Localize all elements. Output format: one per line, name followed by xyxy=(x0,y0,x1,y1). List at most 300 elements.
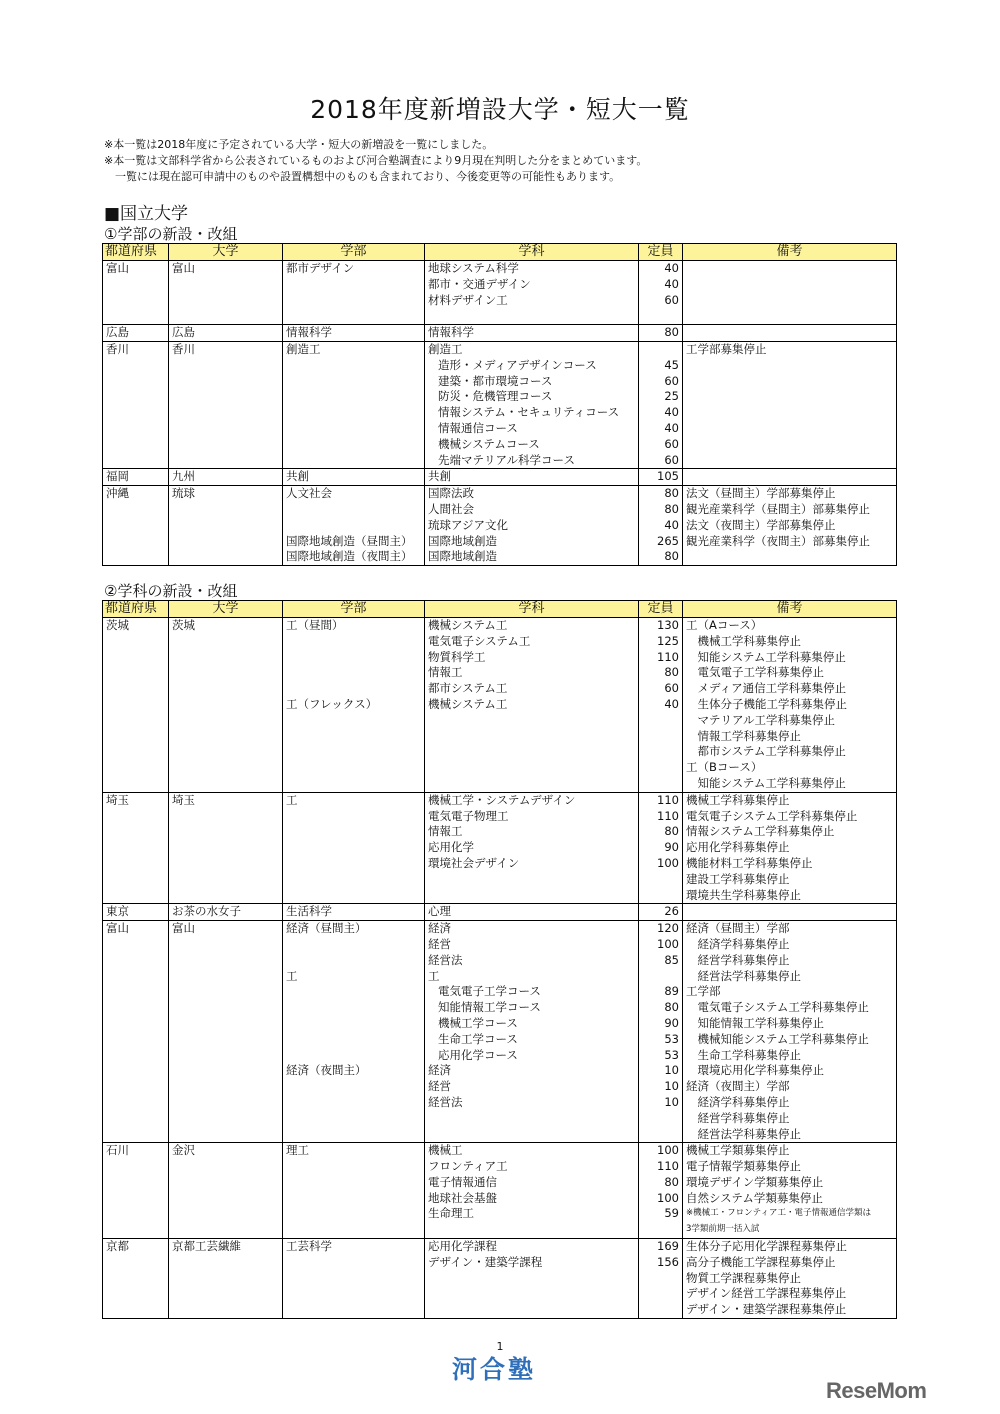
cell-line: 都市システム工 xyxy=(428,681,508,696)
cell-line: 25 xyxy=(664,389,679,404)
cell-line xyxy=(286,389,421,405)
cell-line: 情報科学 xyxy=(286,325,332,340)
cell-line: 85 xyxy=(664,952,679,967)
cell-line: 3学類前期一括入試 xyxy=(686,1224,760,1235)
cell-line xyxy=(686,421,893,437)
cell-line xyxy=(286,888,421,904)
cell-line: 経済学科募集停止 xyxy=(686,1094,790,1109)
cell-text: 沖縄 xyxy=(106,486,129,501)
cell-line xyxy=(642,308,679,324)
cell-line: 防災・危機管理コース xyxy=(438,389,553,404)
table-row xyxy=(103,325,897,342)
cell-line: 工芸科学 xyxy=(286,1239,332,1254)
cell-line xyxy=(642,872,679,888)
cell-line xyxy=(686,325,893,341)
cell-line: 40 xyxy=(664,276,679,291)
cell-line xyxy=(642,713,679,729)
cell-text: 富山 xyxy=(172,921,195,936)
cell-line: 自然システム学類募集停止 xyxy=(686,1190,823,1205)
cell-line xyxy=(286,453,421,469)
cell-line xyxy=(428,1127,635,1143)
cell-line: 工（昼間） xyxy=(286,618,344,632)
cell-line xyxy=(286,729,421,745)
cell-line: 創造工 xyxy=(428,341,463,356)
col-header-notes: 備考 xyxy=(683,601,897,618)
dept-cell xyxy=(425,261,639,325)
notes-cell xyxy=(683,618,897,793)
table-row xyxy=(103,486,897,566)
cell-line: 国際法政 xyxy=(428,486,474,501)
cell-line: 60 xyxy=(664,436,679,451)
cell-line: 生体分子機能工学科募集停止 xyxy=(686,696,847,711)
cell-line: 40 xyxy=(664,261,679,275)
cell-line xyxy=(686,374,893,390)
cell-line xyxy=(286,502,421,518)
cell-line xyxy=(286,681,421,697)
page-number: 1 xyxy=(496,1340,504,1353)
notes-cell xyxy=(683,1143,897,1239)
dept-cell xyxy=(425,618,639,793)
pref-cell xyxy=(103,469,169,486)
dept-cell xyxy=(425,469,639,486)
cell-line xyxy=(428,744,635,760)
cell-line: フロンティア工 xyxy=(428,1159,508,1174)
capacity-cell xyxy=(639,921,683,1143)
cell-line: 応用化学課程 xyxy=(428,1239,497,1254)
cell-line: 電気電子工学コース xyxy=(438,984,541,999)
capacity-cell xyxy=(639,469,683,486)
faculty-cell xyxy=(283,1143,425,1239)
cell-line: デザイン・建築学課程 xyxy=(428,1254,543,1269)
cell-line: 都市・交通デザイン xyxy=(428,276,531,291)
cell-line: 情報システム工学科募集停止 xyxy=(686,824,835,839)
cell-text: 香川 xyxy=(172,341,195,356)
cell-line: 40 xyxy=(664,517,679,532)
cell-text: 香川 xyxy=(106,341,129,356)
cell-line xyxy=(286,760,421,776)
table-header-row xyxy=(103,244,897,261)
cell-line: 100 xyxy=(657,1143,679,1158)
cell-line: 生命工学科募集停止 xyxy=(686,1047,801,1062)
cell-line: 機能材料工学科募集停止 xyxy=(686,855,813,870)
cell-line: 経済（夜間主）学部 xyxy=(686,1079,790,1094)
cell-line: 80 xyxy=(664,665,679,680)
capacity-cell xyxy=(639,904,683,921)
cell-line: 10 xyxy=(664,1063,679,1078)
cell-line: 80 xyxy=(664,486,679,501)
cell-line: マテリアル工学科募集停止 xyxy=(686,712,836,727)
cell-line: 110 xyxy=(657,808,679,823)
cell-line: 電気電子システム工学科募集停止 xyxy=(686,808,858,823)
pref-cell xyxy=(103,341,169,468)
cell-line: 80 xyxy=(664,549,679,564)
univ-cell xyxy=(169,618,283,793)
cell-line xyxy=(642,1222,679,1238)
cell-line: 125 xyxy=(657,633,679,648)
pref-cell xyxy=(103,261,169,325)
cell-line: 観光産業科学（昼間主）部募集停止 xyxy=(686,501,870,516)
col-header-pref: 都道府県 xyxy=(103,244,169,261)
faculty-cell xyxy=(283,618,425,793)
cell-line: デザイン経営工学課程募集停止 xyxy=(686,1286,847,1301)
cell-line xyxy=(642,1127,679,1143)
table-row xyxy=(103,1239,897,1319)
univ-cell xyxy=(169,261,283,325)
cell-line: 工（Aコース） xyxy=(686,618,763,632)
faculty-cell xyxy=(283,792,425,904)
cell-line: 生体分子応用化学課程募集停止 xyxy=(686,1239,847,1254)
cell-line xyxy=(686,308,893,324)
cell-line: 物質工学課程募集停止 xyxy=(686,1270,801,1285)
dept-cell xyxy=(425,904,639,921)
cell-line xyxy=(686,453,893,469)
table-header-row xyxy=(103,601,897,618)
faculty-cell xyxy=(283,904,425,921)
table-body xyxy=(103,261,897,566)
cell-line xyxy=(286,713,421,729)
cell-line: 電気電子工学科募集停止 xyxy=(686,665,824,680)
cell-line: 観光産業科学（夜間主）部募集停止 xyxy=(686,533,870,548)
cell-line: 機械工 xyxy=(428,1143,463,1158)
cell-line xyxy=(286,518,421,534)
col-header-notes: 備考 xyxy=(683,244,897,261)
cell-line: 100 xyxy=(657,936,679,951)
cell-line xyxy=(428,308,635,324)
cell-line xyxy=(286,1079,421,1095)
cell-line xyxy=(642,969,679,985)
col-header-faculty: 学部 xyxy=(283,244,425,261)
cell-line xyxy=(286,277,421,293)
cell-line xyxy=(286,937,421,953)
cell-line: 情報システム・セキュリティコース xyxy=(438,405,620,420)
cell-line: 80 xyxy=(664,1000,679,1015)
cell-line: 110 xyxy=(657,792,679,807)
cell-line xyxy=(286,1302,421,1318)
cell-line: 130 xyxy=(657,618,679,632)
cell-line: 工（Bコース） xyxy=(686,760,763,775)
univ-cell xyxy=(169,792,283,904)
notes xyxy=(104,137,647,185)
cell-text: 富山 xyxy=(106,261,129,275)
cell-line xyxy=(686,904,893,920)
table-body xyxy=(103,618,897,1319)
cell-line: 機械工学・システムデザイン xyxy=(428,792,576,807)
cell-line: 169 xyxy=(657,1239,679,1254)
cell-line xyxy=(642,1286,679,1302)
cell-line: 材料デザイン工 xyxy=(428,292,508,307)
cell-line: 265 xyxy=(657,533,679,548)
cell-line: 電気電子システム工学科募集停止 xyxy=(686,1000,869,1015)
cell-line: 100 xyxy=(657,855,679,870)
dept-cell xyxy=(425,486,639,566)
cell-line: 経営 xyxy=(428,936,451,951)
cell-line: 40 xyxy=(664,420,679,435)
table2-heading: ②学科の新設・改組 xyxy=(104,582,238,600)
cell-line xyxy=(642,776,679,792)
cell-line: 国際地域創造 xyxy=(428,549,497,564)
cell-text: お茶の水女子 xyxy=(172,904,241,919)
cell-line xyxy=(642,342,679,358)
cell-text: 金沢 xyxy=(172,1143,195,1158)
cell-line xyxy=(286,1127,421,1143)
cell-line: 90 xyxy=(664,840,679,855)
cell-line: 経済（夜間主） xyxy=(286,1063,367,1078)
cell-line: 経済（昼間主） xyxy=(286,921,367,936)
cell-line xyxy=(428,872,635,888)
univ-cell xyxy=(169,469,283,486)
cell-line xyxy=(286,358,421,374)
cell-line: 国際地域創造 xyxy=(428,533,497,548)
kawaijuku-logo: 河合塾 xyxy=(452,1355,537,1384)
cell-line: 応用化学コース xyxy=(438,1047,518,1062)
cell-line xyxy=(642,1302,679,1318)
cell-line: 60 xyxy=(664,681,679,696)
cell-line xyxy=(428,1286,635,1302)
cell-line: 工学部 xyxy=(686,984,721,999)
cell-text: 広島 xyxy=(172,325,195,340)
cell-line: 造形・メディアデザインコース xyxy=(438,357,597,372)
pref-cell xyxy=(103,1143,169,1239)
cell-line xyxy=(286,824,421,840)
cell-line: 情報工 xyxy=(428,824,463,839)
faculty-cell xyxy=(283,469,425,486)
notes-cell xyxy=(683,261,897,325)
cell-line: ※機械工・フロンティア工・電子情報通信学類は xyxy=(686,1208,871,1219)
cell-line: 経済 xyxy=(428,921,451,936)
department-table xyxy=(102,600,897,1319)
cell-line: 機械システム工 xyxy=(428,618,508,632)
dept-cell xyxy=(425,921,639,1143)
cell-line xyxy=(286,421,421,437)
cell-line: 機械工学コース xyxy=(438,1015,518,1030)
pref-cell xyxy=(103,792,169,904)
cell-line: 機械知能システム工学科募集停止 xyxy=(686,1031,869,1046)
cell-line xyxy=(286,1222,421,1238)
cell-line: 琉球アジア文化 xyxy=(428,517,509,532)
cell-line xyxy=(428,713,635,729)
cell-line xyxy=(686,405,893,421)
cell-line xyxy=(686,358,893,374)
cell-line: 40 xyxy=(664,696,679,711)
pref-cell xyxy=(103,1239,169,1319)
cell-line: 知能情報工学コース xyxy=(438,1000,541,1015)
note-line: 一覧には現在認可申請中のものや設置構想中のものも含まれており、今後変更等の可能性もあります。 xyxy=(104,170,621,183)
cell-line xyxy=(428,1111,635,1127)
cell-line: 建設工学科募集停止 xyxy=(686,871,790,886)
cell-text: 埼玉 xyxy=(172,792,195,807)
univ-cell xyxy=(169,1143,283,1239)
cell-line: 10 xyxy=(664,1079,679,1094)
cell-text: 福岡 xyxy=(106,469,129,484)
pref-cell xyxy=(103,921,169,1143)
table-row xyxy=(103,261,897,325)
cell-line: 経済（昼間主）学部 xyxy=(686,921,790,936)
dept-cell xyxy=(425,1143,639,1239)
cell-line xyxy=(286,308,421,324)
pref-cell xyxy=(103,904,169,921)
pref-cell xyxy=(103,486,169,566)
cell-line xyxy=(642,760,679,776)
cell-text: 茨城 xyxy=(172,618,195,632)
cell-line: 法文（夜間主）学部募集停止 xyxy=(686,517,836,532)
cell-line: 53 xyxy=(664,1031,679,1046)
cell-line: 80 xyxy=(664,501,679,516)
notes-cell xyxy=(683,486,897,566)
cell-line xyxy=(428,1271,635,1287)
cell-line xyxy=(286,1111,421,1127)
cell-line: 環境デザイン学類募集停止 xyxy=(686,1174,824,1189)
cell-line: 先端マテリアル科学コース xyxy=(438,452,575,467)
cell-line xyxy=(642,744,679,760)
cell-text: 石川 xyxy=(106,1143,129,1158)
cell-line: 法文（昼間主）学部募集停止 xyxy=(686,486,836,501)
cell-line xyxy=(686,469,893,485)
pref-cell xyxy=(103,325,169,342)
cell-line: 経営法学科募集停止 xyxy=(686,968,801,983)
faculty-table xyxy=(102,243,897,566)
cell-line: 26 xyxy=(664,904,679,919)
cell-line: 工 xyxy=(286,792,298,807)
cell-line: 国際地域創造（夜間主） xyxy=(286,549,413,564)
capacity-cell xyxy=(639,792,683,904)
cell-line: 知能システム工学科募集停止 xyxy=(686,649,846,664)
cell-line: 人文社会 xyxy=(286,486,332,501)
univ-cell xyxy=(169,486,283,566)
cell-line: 理工 xyxy=(286,1143,309,1158)
col-header-pref: 都道府県 xyxy=(103,601,169,618)
cell-line: 10 xyxy=(664,1094,679,1109)
univ-cell xyxy=(169,325,283,342)
cell-line: 80 xyxy=(664,1174,679,1189)
cell-line: 156 xyxy=(657,1254,679,1269)
cell-line: 工学部募集停止 xyxy=(686,341,767,356)
cell-line: 情報工学科募集停止 xyxy=(686,728,801,743)
capacity-cell xyxy=(639,261,683,325)
univ-cell xyxy=(169,921,283,1143)
cell-line xyxy=(286,1048,421,1064)
cell-line: 環境社会デザイン xyxy=(428,855,520,870)
cell-line xyxy=(286,1175,421,1191)
col-header-dept: 学科 xyxy=(425,601,639,618)
cell-line: 電気電子システム工 xyxy=(428,633,531,648)
cell-line: 電子情報通信 xyxy=(428,1174,497,1189)
cell-line xyxy=(286,293,421,309)
cell-line xyxy=(428,776,635,792)
notes-cell xyxy=(683,469,897,486)
cell-line: 機械工学科募集停止 xyxy=(686,633,801,648)
cell-line: 高分子機能工学課程募集停止 xyxy=(686,1254,836,1269)
univ-cell xyxy=(169,341,283,468)
cell-line xyxy=(286,840,421,856)
cell-line: 生活科学 xyxy=(286,904,332,919)
cell-line xyxy=(428,1222,635,1238)
cell-line: 60 xyxy=(664,452,679,467)
note-line: ※本一覧は文部科学省から公表されているものおよび河合塾調査により9月現在判明した分をまとめています。 xyxy=(104,154,648,167)
capacity-cell xyxy=(639,1143,683,1239)
col-header-faculty: 学部 xyxy=(283,601,425,618)
univ-cell xyxy=(169,1239,283,1319)
cell-line: 経営法学科募集停止 xyxy=(686,1126,801,1141)
cell-line xyxy=(686,277,893,293)
cell-line: 80 xyxy=(664,325,679,340)
cell-line: メディア通信工学科募集停止 xyxy=(686,681,847,696)
cell-line xyxy=(428,729,635,745)
cell-line xyxy=(642,1111,679,1127)
faculty-cell xyxy=(283,341,425,468)
cell-text: 富山 xyxy=(172,261,195,275)
cell-line: 地球社会基盤 xyxy=(428,1190,497,1205)
faculty-cell xyxy=(283,486,425,566)
cell-line: 物質科学工 xyxy=(428,649,486,664)
cell-text: 琉球 xyxy=(172,486,195,501)
col-header-capacity: 定員 xyxy=(639,244,683,261)
table-row xyxy=(103,904,897,921)
cell-line: 情報工 xyxy=(428,665,463,680)
cell-line xyxy=(286,650,421,666)
cell-line: 経営 xyxy=(428,1079,451,1094)
table-row xyxy=(103,1143,897,1239)
notes-cell xyxy=(683,1239,897,1319)
cell-line: 情報科学 xyxy=(428,325,474,340)
table1-heading: ①学部の新設・改組 xyxy=(104,225,238,243)
cell-line: 経営学科募集停止 xyxy=(686,1110,790,1125)
cell-line: 経営法 xyxy=(428,952,463,967)
cell-line: 105 xyxy=(657,469,679,484)
cell-line xyxy=(286,665,421,681)
cell-line: 情報通信コース xyxy=(438,420,518,435)
cell-line: 工（フレックス） xyxy=(286,696,378,711)
capacity-cell xyxy=(639,1239,683,1319)
cell-line: 建築・都市環境コース xyxy=(438,373,553,388)
cell-line: デザイン・建築学課程募集停止 xyxy=(686,1302,847,1317)
faculty-cell xyxy=(283,261,425,325)
cell-line xyxy=(642,888,679,904)
cell-line: 59 xyxy=(664,1206,679,1221)
cell-line: 生命工学コース xyxy=(438,1031,518,1046)
pref-cell xyxy=(103,618,169,793)
cell-text: 東京 xyxy=(106,904,129,919)
capacity-cell xyxy=(639,486,683,566)
cell-line xyxy=(642,1271,679,1287)
cell-text: 埼玉 xyxy=(106,792,129,807)
cell-line xyxy=(286,1191,421,1207)
cell-line xyxy=(286,872,421,888)
cell-line xyxy=(428,1302,635,1318)
cell-line: 機械工学科募集停止 xyxy=(686,792,790,807)
cell-line xyxy=(286,856,421,872)
cell-line: 機械システムコース xyxy=(438,436,540,451)
cell-line: 100 xyxy=(657,1190,679,1205)
cell-line xyxy=(286,634,421,650)
cell-line: 創造工 xyxy=(286,341,321,356)
cell-line xyxy=(286,1255,421,1271)
cell-line: 60 xyxy=(664,292,679,307)
cell-line: 応用化学科募集停止 xyxy=(686,840,790,855)
capacity-cell xyxy=(639,618,683,793)
cell-line xyxy=(286,776,421,792)
cell-line: 国際地域創造（昼間主） xyxy=(286,533,413,548)
cell-line: 60 xyxy=(664,373,679,388)
cell-line xyxy=(286,1286,421,1302)
cell-text: 京都工芸繊維 xyxy=(172,1239,241,1254)
cell-line: 89 xyxy=(664,984,679,999)
notes-cell xyxy=(683,921,897,1143)
table-row xyxy=(103,792,897,904)
cell-line xyxy=(286,405,421,421)
cell-line: 生命理工 xyxy=(428,1206,474,1221)
notes-cell xyxy=(683,341,897,468)
dept-cell xyxy=(425,792,639,904)
